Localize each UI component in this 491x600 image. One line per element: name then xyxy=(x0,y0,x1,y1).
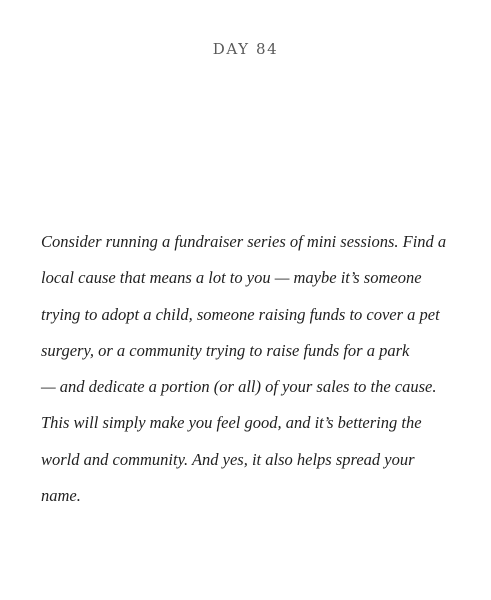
paragraph-line: local cause that means a lot to you — maybe it’s someone xyxy=(41,268,422,288)
paragraph-line: This will simply make you feel good, and it’s bettering the xyxy=(41,413,422,433)
body-paragraph xyxy=(41,224,471,514)
paragraph-line: name. xyxy=(41,486,81,506)
paragraph-line: surgery, or a community trying to raise funds for a park xyxy=(41,340,410,360)
paragraph-line: — and dedicate a portion (or all) of your sales to the cause. xyxy=(41,377,437,397)
day-heading: DAY 84 xyxy=(212,40,279,58)
paragraph-line: world and community. And yes, it also helps spread your xyxy=(41,449,415,469)
paragraph-line: Consider running a fundraiser series of mini sessions. Find a xyxy=(41,232,447,251)
paragraph-line: trying to adopt a child, someone raising funds to cover a pet xyxy=(41,304,440,324)
